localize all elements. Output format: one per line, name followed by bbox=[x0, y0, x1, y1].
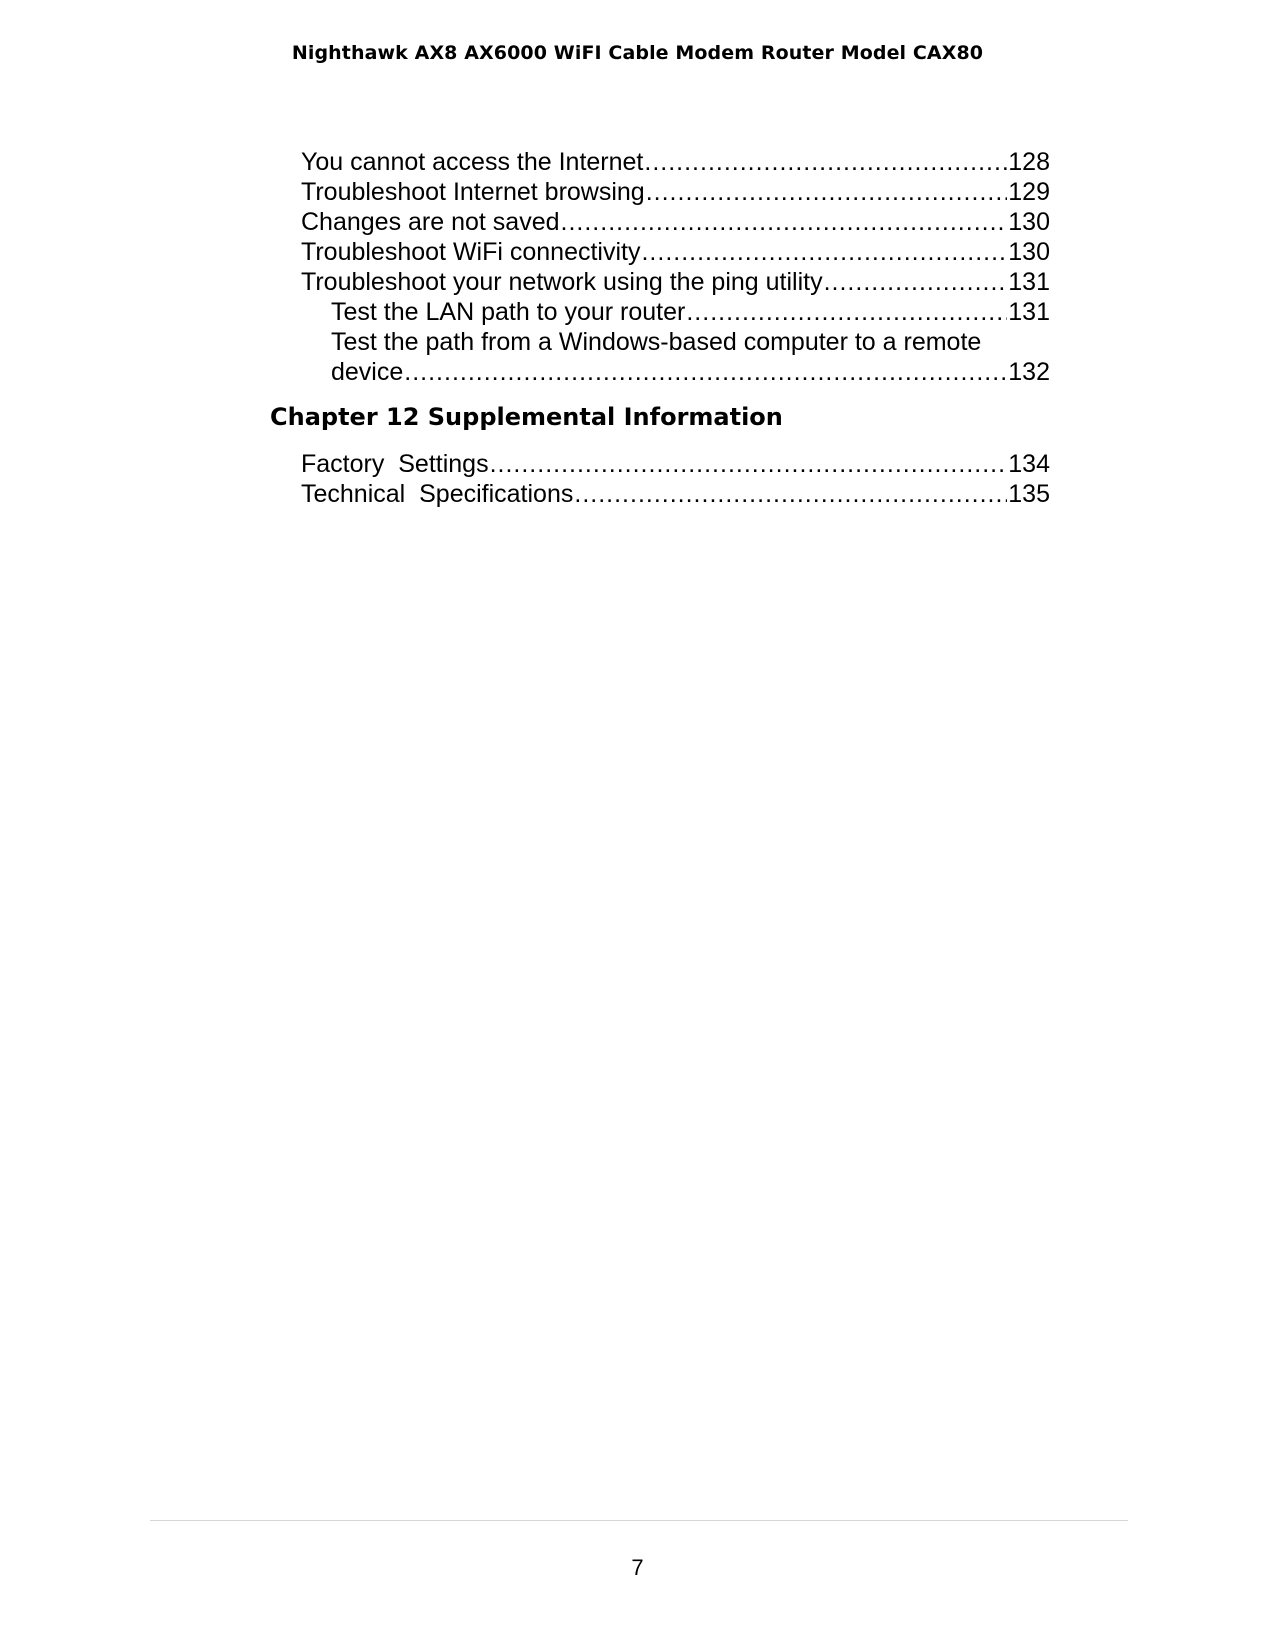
dot-leader bbox=[644, 147, 1007, 177]
toc-entry-page: 130 bbox=[1008, 238, 1050, 266]
toc-subentry-page: 131 bbox=[1008, 298, 1050, 326]
toc-entry-title: Troubleshoot your network using the ping utility bbox=[301, 268, 823, 296]
toc-entry-page: 135 bbox=[1008, 480, 1050, 508]
toc-subentry[interactable] bbox=[270, 297, 1050, 327]
toc-entry[interactable] bbox=[270, 237, 1050, 267]
footer-divider bbox=[150, 1520, 1128, 1521]
toc-entry[interactable] bbox=[270, 449, 1050, 479]
toc-entry-title: Factory Settings bbox=[301, 450, 489, 478]
page-number: 7 bbox=[631, 1555, 644, 1580]
toc-entry[interactable] bbox=[270, 207, 1050, 237]
toc-entry-page: 131 bbox=[1008, 268, 1050, 296]
toc-entry-page: 128 bbox=[1008, 148, 1050, 176]
dot-leader bbox=[490, 449, 1008, 479]
toc-subentry-page: 132 bbox=[1008, 358, 1050, 386]
dot-leader bbox=[646, 177, 1008, 207]
toc-entry-page: 130 bbox=[1008, 208, 1050, 236]
dot-leader bbox=[561, 207, 1008, 237]
dot-leader bbox=[824, 267, 1008, 297]
dot-leader bbox=[686, 297, 1007, 327]
toc-entry[interactable] bbox=[270, 479, 1050, 509]
chapter-heading[interactable]: Chapter 12 Supplemental Information bbox=[270, 403, 783, 431]
toc-entry[interactable] bbox=[270, 177, 1050, 207]
toc-subentry[interactable] bbox=[270, 357, 1050, 387]
toc-entry[interactable] bbox=[270, 267, 1050, 297]
toc-entry[interactable] bbox=[270, 147, 1050, 177]
running-header: Nighthawk AX8 AX6000 WiFI Cable Modem Router Model CAX80 bbox=[291, 42, 984, 64]
dot-leader bbox=[574, 479, 1007, 509]
toc-entry-title: Changes are not saved bbox=[301, 208, 560, 236]
toc-subentry-title: Test the LAN path to your router bbox=[331, 298, 686, 326]
toc-entry-title: You cannot access the Internet bbox=[301, 148, 644, 176]
toc-subentry-title-line1[interactable]: Test the path from a Windows-based computer to a remote bbox=[331, 328, 982, 356]
toc-entry-page: 134 bbox=[1008, 450, 1050, 478]
dot-leader bbox=[641, 237, 1007, 267]
toc-entry-page: 129 bbox=[1008, 178, 1050, 206]
toc-entry-title: Troubleshoot Internet browsing bbox=[301, 178, 645, 206]
toc-entry-title: Technical Specifications bbox=[301, 480, 574, 508]
dot-leader bbox=[404, 357, 1007, 387]
table-of-contents bbox=[270, 147, 1050, 509]
toc-subentry-title-line2: device bbox=[331, 358, 404, 386]
toc-entry-title: Troubleshoot WiFi connectivity bbox=[301, 238, 641, 266]
